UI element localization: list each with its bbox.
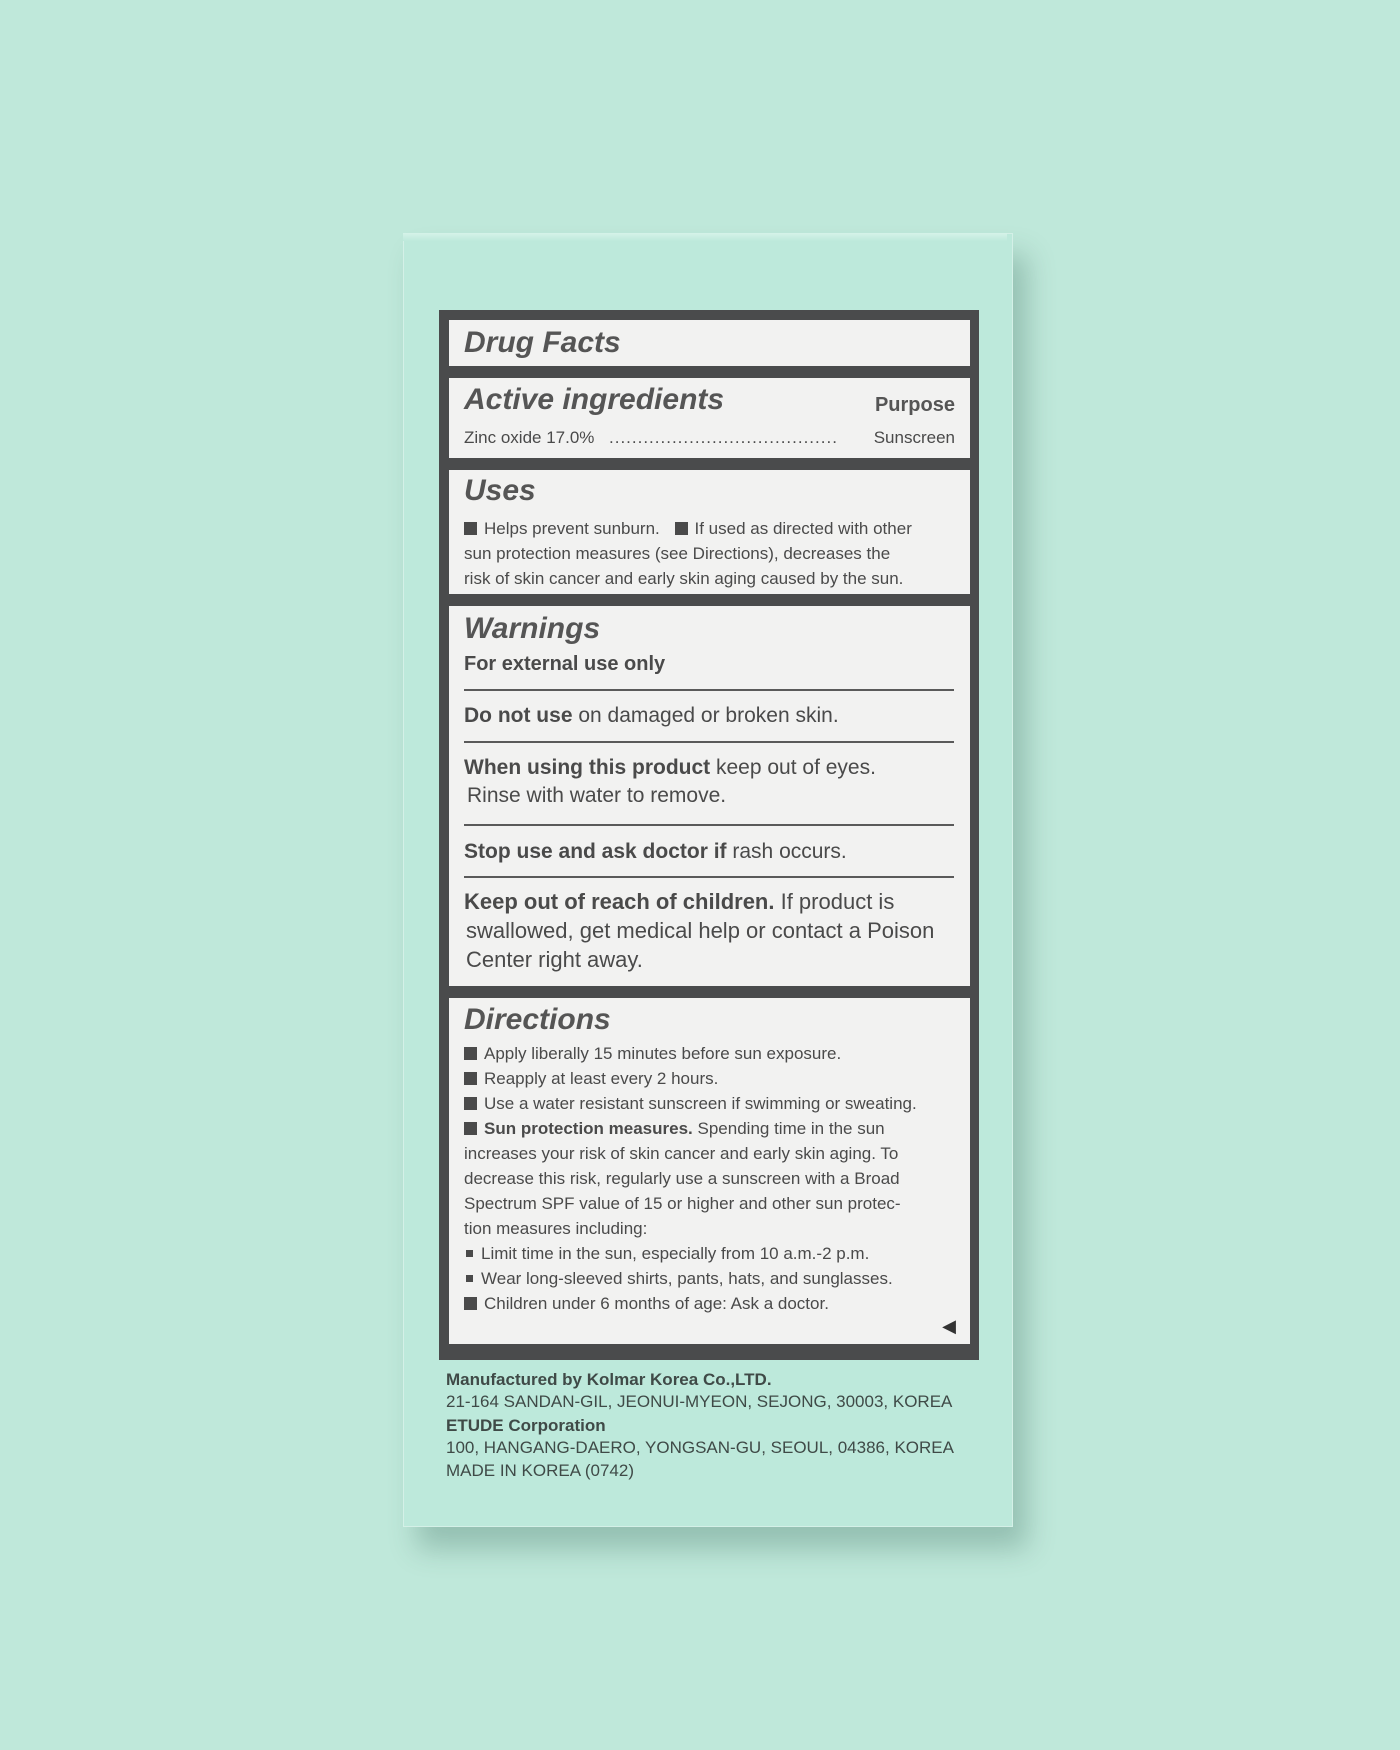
uses-line-1: Helps prevent sunburn. If used as directed with other	[464, 519, 912, 539]
directions-sub-2: Wear long-sleeved shirts, pants, hats, and sunglasses.	[466, 1269, 893, 1289]
directions-para-line-3: Spectrum SPF value of 15 or higher and other sun protec-	[464, 1194, 901, 1213]
uses-heading: Uses	[464, 474, 536, 507]
purpose-heading: Purpose	[874, 394, 955, 416]
leader-dots: ........................................	[609, 428, 838, 447]
when-using-line-2: Rinse with water to remove.	[467, 784, 727, 807]
keep-out-line-3: Center right away.	[466, 947, 643, 972]
bullet-square	[464, 1097, 477, 1110]
uses-line-2: sun protection measures (see Directions), decreases the	[464, 544, 891, 563]
directions-para-line-2: decrease this risk, regularly use a sunscreen with a Broad	[464, 1169, 900, 1188]
keep-out-of-reach: Keep out of reach of children. If product is	[464, 889, 895, 914]
warnings-divider	[464, 876, 954, 878]
bullet-small-square	[466, 1250, 473, 1257]
drug-facts-title: Drug Facts	[464, 326, 621, 359]
uses-section	[449, 470, 970, 594]
company-address: 100, HANGANG-DAERO, YONGSAN-GU, SEOUL, 04386, KOREA	[446, 1438, 954, 1457]
drug-facts-title-section	[449, 320, 970, 366]
directions-item-1: Apply liberally 15 minutes before sun exposure.	[464, 1044, 841, 1064]
manufacturer-address: 21-164 SANDAN-GIL, JEONUI-MYEON, SEJONG, 30003, KOREA	[446, 1392, 953, 1411]
bullet-square	[675, 522, 688, 535]
stop-use: Stop use and ask doctor if rash occurs.	[464, 840, 847, 863]
external-use-only: For external use only	[464, 653, 666, 675]
active-ingredients-heading: Active ingredients	[464, 383, 725, 416]
do-not-use: Do not use on damaged or broken skin.	[464, 704, 839, 727]
directions-section	[449, 998, 970, 1344]
bullet-small-square	[466, 1275, 473, 1282]
box-top-edge	[403, 233, 1007, 241]
continue-arrow-icon: ◀	[942, 1316, 956, 1336]
warnings-divider	[464, 689, 954, 691]
ingredient-name: Zinc oxide 17.0%	[464, 428, 595, 447]
manufacturer-name: Manufactured by Kolmar Korea Co.,LTD.	[446, 1370, 772, 1389]
ingredient-purpose: Sunscreen	[873, 428, 955, 447]
directions-item-4: Sun protection measures. Spending time in the sun	[464, 1119, 885, 1139]
directions-heading: Directions	[464, 1003, 611, 1036]
warnings-heading: Warnings	[464, 612, 601, 645]
bullet-square	[464, 1122, 477, 1135]
bullet-square	[464, 1047, 477, 1060]
directions-item-3: Use a water resistant sunscreen if swimming or sweating.	[464, 1094, 917, 1114]
warnings-divider	[464, 741, 954, 743]
directions-para-line-4: tion measures including:	[464, 1219, 648, 1238]
directions-item-5: Children under 6 months of age: Ask a doctor.	[464, 1294, 829, 1314]
bullet-square	[464, 1072, 477, 1085]
keep-out-line-2: swallowed, get medical help or contact a Poison	[466, 918, 935, 943]
active-ingredients-section	[449, 378, 970, 458]
directions-sub-1: Limit time in the sun, especially from 10 a.m.-2 p.m.	[466, 1244, 869, 1264]
warnings-section	[449, 606, 970, 986]
warnings-divider	[464, 824, 954, 826]
directions-para-line-1: increases your risk of skin cancer and early skin aging. To	[464, 1144, 899, 1163]
bullet-square	[464, 522, 477, 535]
directions-item-2: Reapply at least every 2 hours.	[464, 1069, 718, 1089]
uses-line-3: risk of skin cancer and early skin aging caused by the sun.	[464, 569, 904, 588]
origin: MADE IN KOREA (0742)	[446, 1461, 635, 1480]
company-name: ETUDE Corporation	[446, 1416, 606, 1435]
bullet-square	[464, 1297, 477, 1310]
drug-facts-panel	[439, 310, 979, 1360]
when-using: When using this product keep out of eyes.	[464, 756, 876, 779]
